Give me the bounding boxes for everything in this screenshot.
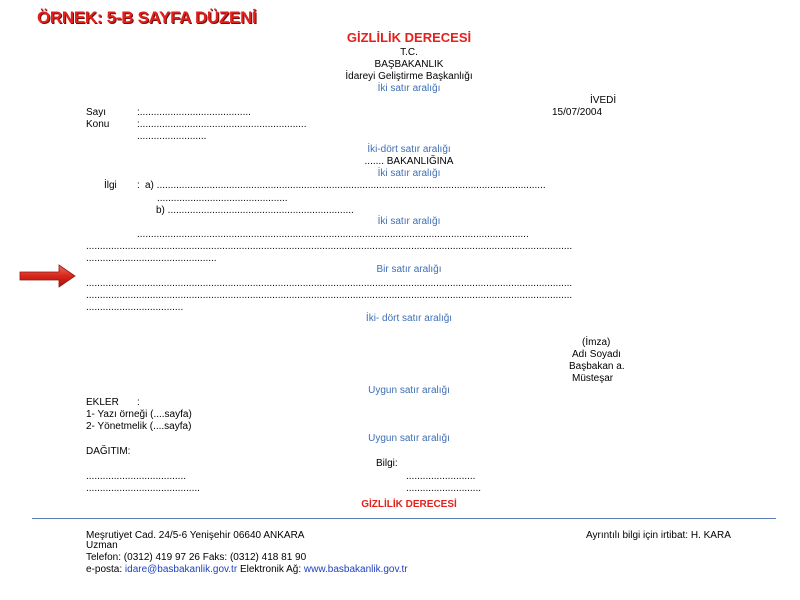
spacing-note-distribution: Uygun satır aralığı [368,433,450,444]
ilgi-label: İlgi [104,180,117,191]
web-label: Elektronik Ağ: [237,564,304,575]
footer-address: Meşrutiyet Cad. 24/5-6 Yenişehir 06640 ANKARA [86,530,305,541]
body-p1-line-3: ............................................... [86,253,217,264]
ilgi-a-continued: ............................................... [157,193,288,204]
body-p1-line-2: ............................................................................................................................................................................... [86,241,573,252]
spacing-note-attachments: Uygun satır aralığı [368,385,450,396]
email-label: e-posta: [86,564,125,575]
signature-imza: (İmza) [582,337,611,348]
spacing-note-ilgi: İki satır aralığı [377,216,441,227]
signature-name: Adı Soyadı [572,349,621,360]
header-department: İdareyi Geliştirme Başkanlığı [345,71,473,82]
email-link[interactable]: idare@basbakanlik.gov.tr [124,564,238,575]
konu-line-2: ......................... [137,131,207,142]
body-p2-line-3: ................................... [86,302,184,313]
distribution-bilgi-label: Bilgi: [376,458,398,469]
spacing-note-paragraph: Bir satır aralığı [376,264,442,275]
attachment-item-2: 2- Yönetmelik (....sayfa) [86,421,192,432]
ilgi-colon: : [137,180,140,191]
sayi-label: Sayı [86,107,107,118]
web-link[interactable]: www.basbakanlik.gov.tr [303,564,408,575]
spacing-note-addressee: İki-dört satır aralığı [367,144,451,155]
konu-label: Konu [86,119,110,130]
footer-contact: Ayrıntılı bilgi için irtibat: H. KARA [586,530,731,541]
body-p1-line-1: ............................................................................................................................................. [137,229,529,240]
spacing-note-signature: İki- dört satır aralığı [365,313,453,324]
addressee: ....... BAKANLIĞINA [364,156,454,167]
ilgi-a: a) ............................................................................................................................................ [145,180,546,191]
footer-phone: Telefon: (0312) 419 97 26 Faks: (0312) 418 81 90 [86,552,307,563]
urgency-label: İVEDİ [590,95,617,106]
header-ministry: BAŞBAKANLIK [374,59,444,70]
distribution-label: DAĞITIM: [86,446,131,457]
footer-web-line [86,564,408,576]
classification-top: GİZLİLİK DERECESİ [346,30,472,45]
signature-title: Müsteşar [572,373,614,384]
sayi-value: :........................................ [137,107,251,118]
body-p2-line-1: ............................................................................................................................................................................... [86,278,573,289]
header-tc: T.C. [400,47,418,58]
footer-divider [32,518,776,519]
ilgi-b: b) ................................................................... [156,205,354,216]
document-date: 15/07/2004 [552,107,603,118]
distribution-gereg-line-2: ......................................... [86,483,200,494]
attachments-label: EKLER [86,397,119,408]
signature-on-behalf: Başbakan a. [569,361,625,372]
classification-bottom: GİZLİLİK DERECESİ [361,499,457,510]
footer-contact-title: Uzman [86,540,118,551]
body-p2-line-2: ............................................................................................................................................................................... [86,290,573,301]
attachments-colon: : [137,397,140,408]
spacing-note-header: İki satır aralığı [377,83,441,94]
attachment-item-1: 1- Yazı örneği (....sayfa) [86,409,192,420]
page-title: ÖRNEK: 5-B SAYFA DÜZENİ [37,8,257,27]
distribution-bilgi-line-1: ......................... [406,471,476,482]
konu-line-1: :............................................................ [137,119,307,130]
distribution-bilgi-line-2: ........................... [406,483,482,494]
spacing-note-after-addressee: İki satır aralığı [377,168,441,179]
right-arrow-icon [19,264,77,288]
distribution-gereg-line-1: .................................... [86,471,187,482]
